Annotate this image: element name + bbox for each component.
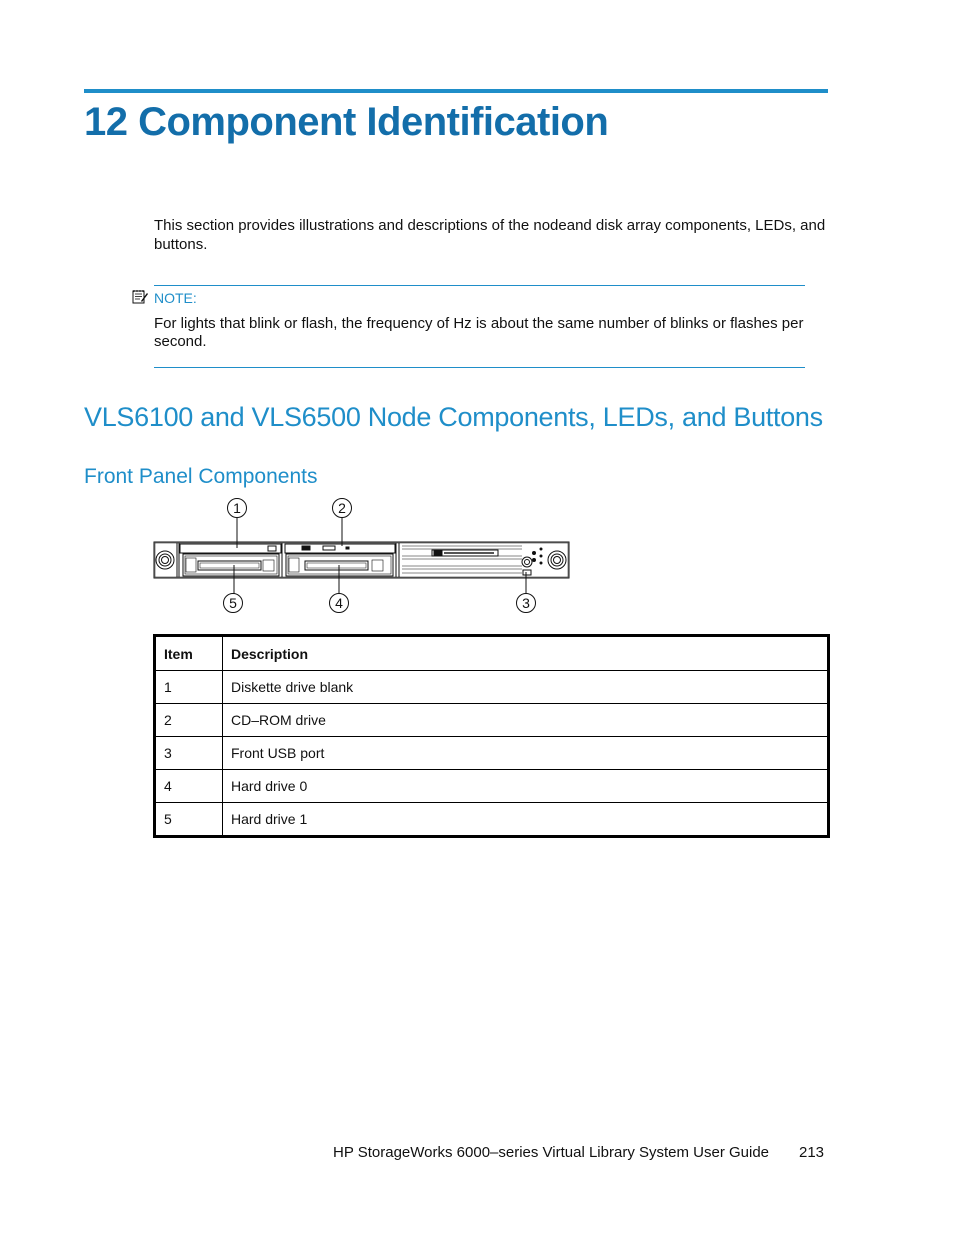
cell-item: 4 — [155, 770, 223, 803]
note-label: NOTE: — [154, 290, 197, 306]
callout-number-1: 1 — [233, 500, 241, 516]
table-row — [155, 770, 829, 803]
column-header-item: Item — [155, 636, 223, 671]
cell-description: Diskette drive blank — [223, 671, 829, 704]
chapter-title: 12 Component Identification — [84, 100, 609, 144]
callout-number-4: 4 — [335, 595, 343, 611]
intro-paragraph: This section provides illustrations and descriptions of the nodeand disk array components, LEDs, and buttons. — [154, 217, 826, 253]
cell-item: 2 — [155, 704, 223, 737]
column-header-description: Description — [223, 636, 829, 671]
section-heading: VLS6100 and VLS6500 Node Components, LEDs, and Buttons — [84, 402, 823, 432]
callout-number-3: 3 — [522, 595, 530, 611]
table-row — [155, 803, 829, 837]
table-row — [155, 704, 829, 737]
cell-item: 5 — [155, 803, 223, 837]
callout-2 — [333, 499, 352, 518]
callout-number-2: 2 — [338, 500, 346, 516]
callout-3 — [517, 594, 536, 613]
component-table — [153, 634, 830, 838]
component-table-wrapper — [153, 634, 830, 838]
callout-1 — [228, 499, 247, 518]
table-row — [155, 737, 829, 770]
callout-number-5: 5 — [229, 595, 237, 611]
server-chassis — [154, 542, 569, 578]
cell-item: 1 — [155, 671, 223, 704]
cell-item: 3 — [155, 737, 223, 770]
callout-5 — [224, 594, 243, 613]
footer-document-title: HP StorageWorks 6000–series Virtual Library System User Guide — [333, 1144, 770, 1161]
footer-page-number: 213 — [799, 1144, 825, 1161]
note-pad-icon — [132, 289, 148, 304]
subsection-heading: Front Panel Components — [84, 465, 318, 488]
cell-description: Front USB port — [223, 737, 829, 770]
note-box — [154, 285, 805, 368]
front-panel-illustration — [150, 494, 575, 616]
cell-description: Hard drive 1 — [223, 803, 829, 837]
table-header-row — [155, 636, 829, 671]
note-text: For lights that blink or flash, the frequency of Hz is about the same number of blinks or flashes per second. — [154, 315, 804, 350]
cell-description: CD–ROM drive — [223, 704, 829, 737]
chapter-top-rule — [84, 89, 828, 93]
table-row — [155, 671, 829, 704]
callout-4 — [330, 594, 349, 613]
cell-description: Hard drive 0 — [223, 770, 829, 803]
